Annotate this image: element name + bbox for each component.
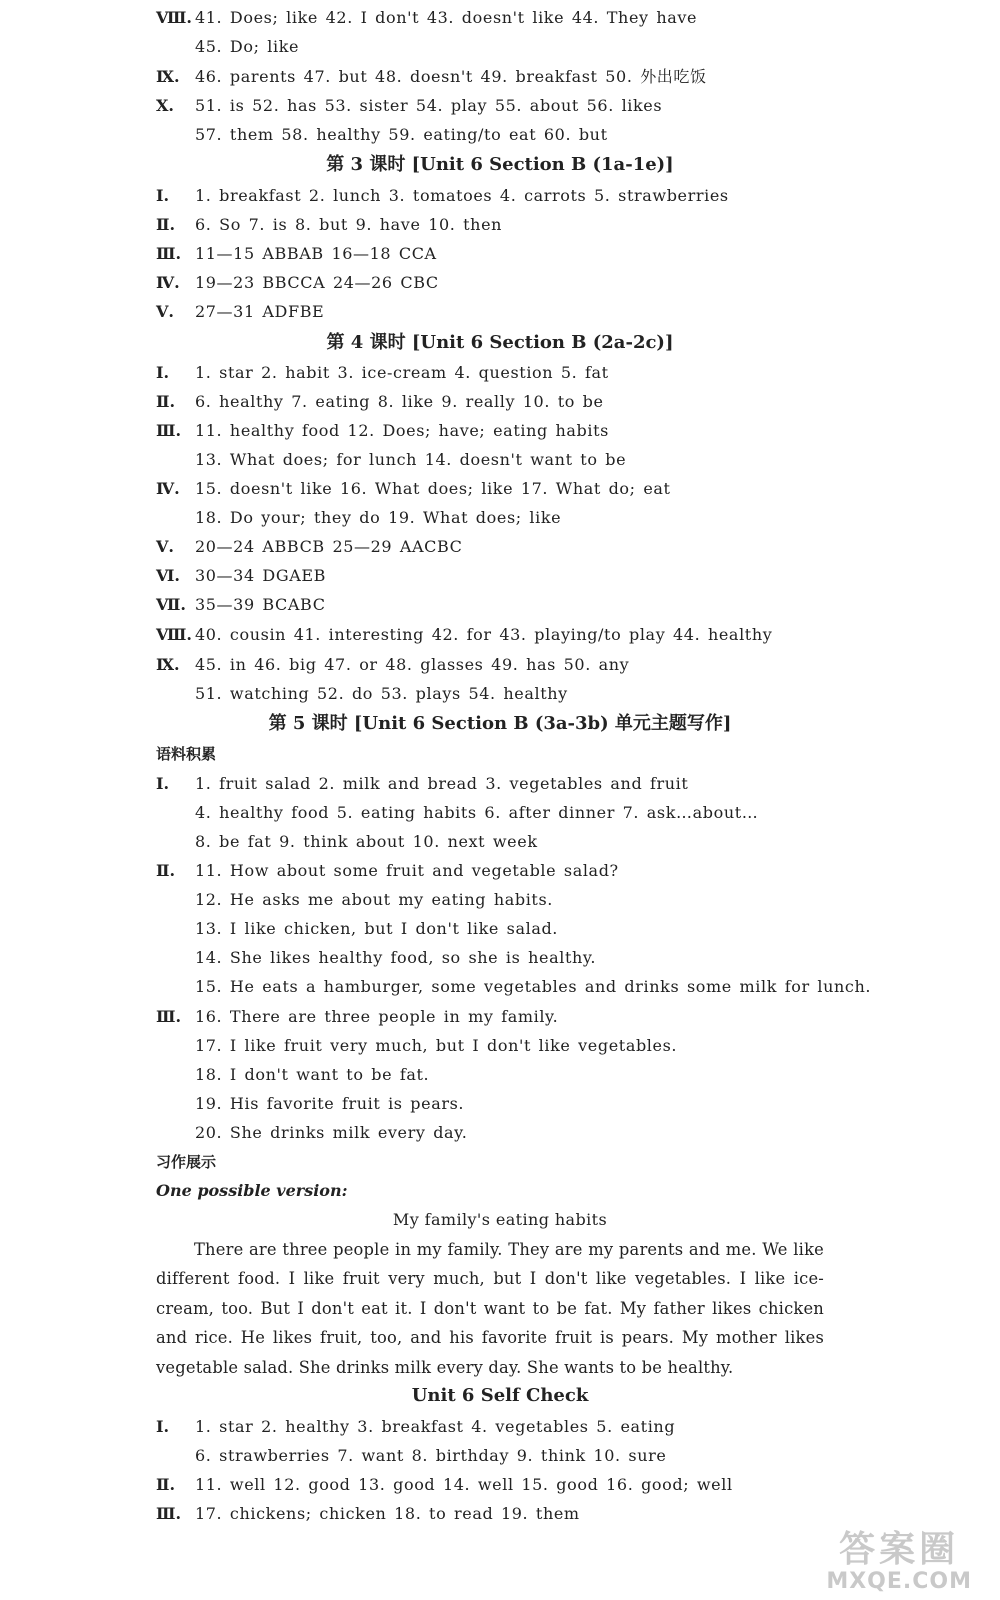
- section-numeral: Ⅰ.: [156, 186, 170, 205]
- section-numeral: Ⅴ.: [156, 537, 174, 556]
- answer-line: [0, 3, 1000, 33]
- answer-line: [0, 972, 1000, 1002]
- answer-text: 11. How about some fruit and vegetable salad?: [195, 861, 619, 880]
- answer-line: [0, 268, 1000, 298]
- answer-text: 1. breakfast 2. lunch 3. tomatoes 4. carrots 5. strawberries: [195, 186, 729, 205]
- answer-line: [0, 1002, 1000, 1032]
- writing-subheading: 习作展示: [156, 1153, 217, 1171]
- answer-line: [0, 358, 1000, 388]
- answer-text: 19—23 BBCCA 24—26 CBC: [195, 273, 439, 292]
- answer-line: [0, 62, 1000, 92]
- answer-text: 15. He eats a hamburger, some vegetables and drinks some milk for lunch.: [195, 977, 872, 996]
- lesson-4-heading: 第 4 课时 [Unit 6 Section B (2a-2c)]: [326, 332, 674, 353]
- answer-text: 18. Do your; they do 19. What does; like: [195, 508, 562, 527]
- answer-text: 11—15 ABBAB 16—18 CCA: [195, 244, 437, 263]
- answer-line: [0, 445, 1000, 475]
- answer-line: [0, 503, 1000, 533]
- answer-line: [0, 856, 1000, 886]
- answer-text: 6. strawberries 7. want 8. birthday 9. think 10. sure: [195, 1446, 667, 1465]
- answer-text: 11. well 12. good 13. good 14. well 15. good 16. good; well: [195, 1475, 733, 1494]
- answer-text: 30—34 DGAEB: [195, 566, 327, 585]
- section-numeral: Ⅱ.: [156, 861, 176, 880]
- answer-line: [0, 1499, 1000, 1529]
- lesson-3-heading: 第 3 课时 [Unit 6 Section B (1a-1e)]: [326, 154, 674, 175]
- section-numeral: Ⅳ.: [156, 273, 180, 292]
- section-numeral: Ⅱ.: [156, 392, 176, 411]
- section-numeral: Ⅰ.: [156, 363, 170, 382]
- answer-text: 1. star 2. habit 3. ice-cream 4. question 5. fat: [195, 363, 609, 382]
- lesson-5-heading: 第 5 课时 [Unit 6 Section B (3a-3b) 单元主题写作]: [268, 713, 732, 734]
- answer-text: 12. He asks me about my eating habits.: [195, 890, 553, 909]
- essay-title: My family's eating habits: [392, 1210, 608, 1229]
- answer-line: [0, 210, 1000, 240]
- answer-line: [0, 1441, 1000, 1471]
- answer-text: 27—31 ADFBE: [195, 302, 325, 321]
- answer-line: [0, 650, 1000, 680]
- answer-line: [0, 1060, 1000, 1090]
- answer-text: 46. parents 47. but 48. doesn't 49. breakfast 50. 外出吃饭: [195, 67, 707, 86]
- answer-line: [0, 474, 1000, 504]
- answer-text: 17. I like fruit very much, but I don't like vegetables.: [195, 1036, 678, 1055]
- answer-text: 18. I don't want to be fat.: [195, 1065, 430, 1084]
- answer-line: [0, 590, 1000, 620]
- section-numeral: Ⅸ.: [156, 67, 180, 86]
- answer-line: [0, 769, 1000, 799]
- answer-text: 20. She drinks milk every day.: [195, 1123, 468, 1142]
- answer-text: 20—24 ABBCB 25—29 AACBC: [195, 537, 463, 556]
- answer-line: [0, 32, 1000, 62]
- section-numeral: Ⅷ.: [156, 8, 192, 27]
- site-watermark: [826, 1530, 972, 1594]
- answer-text: 14. She likes healthy food, so she is healthy.: [195, 948, 597, 967]
- answer-text: 35—39 BCABC: [195, 595, 326, 614]
- section-numeral: Ⅹ.: [156, 96, 174, 115]
- answer-text: 40. cousin 41. interesting 42. for 43. playing/to play 44. healthy: [195, 625, 773, 644]
- answer-text: 45. in 46. big 47. or 48. glasses 49. has 50. any: [195, 655, 630, 674]
- answer-text: 4. healthy food 5. eating habits 6. after dinner 7. ask…about…: [195, 803, 759, 822]
- answer-text: 6. healthy 7. eating 8. like 9. really 10. to be: [195, 392, 604, 411]
- vocab-subheading: 语料积累: [156, 745, 217, 763]
- answer-text: 41. Does; like 42. I don't 43. doesn't like 44. They have: [195, 8, 698, 27]
- section-numeral: Ⅱ.: [156, 1475, 176, 1494]
- watermark-logo-text: 答案圈: [839, 1529, 960, 1570]
- section-numeral: Ⅶ.: [156, 595, 186, 614]
- watermark-url: MXQE.COM: [826, 1569, 972, 1594]
- answer-text: 11. healthy food 12. Does; have; eating habits: [195, 421, 609, 440]
- section-numeral: Ⅲ.: [156, 244, 182, 263]
- answer-line: [0, 91, 1000, 121]
- section-numeral: Ⅲ.: [156, 1504, 182, 1523]
- section-numeral: Ⅱ.: [156, 215, 176, 234]
- answer-text: 8. be fat 9. think about 10. next week: [195, 832, 538, 851]
- answer-text: 15. doesn't like 16. What does; like 17. What do; eat: [195, 479, 671, 498]
- answer-line: [0, 1470, 1000, 1500]
- answer-line: [0, 387, 1000, 417]
- section-numeral: Ⅵ.: [156, 566, 180, 585]
- answer-line: [0, 798, 1000, 828]
- section-numeral: Ⅳ.: [156, 479, 180, 498]
- answer-line: [0, 1031, 1000, 1061]
- section-numeral: Ⅷ.: [156, 625, 192, 644]
- answer-line: [0, 561, 1000, 591]
- answer-line: [0, 620, 1000, 650]
- essay-body: There are three people in my family. They are my parents and me. We like different food. I like fruit very much, but I don't like vegetables. I like ice-cream, too. But I don't eat it. I don't want to be fat. My father likes chicken and rice. He likes fruit, too, and his favorite fruit is pears. My mother likes vegetable salad. She drinks milk every day. She wants to be healthy.: [156, 1240, 824, 1377]
- section-numeral: Ⅲ.: [156, 1007, 182, 1026]
- answer-line: [0, 239, 1000, 269]
- answer-line: [0, 120, 1000, 150]
- answer-text: 51. watching 52. do 53. plays 54. healthy: [195, 684, 568, 703]
- answer-text: 57. them 58. healthy 59. eating/to eat 60. but: [195, 125, 608, 144]
- answer-line: [0, 532, 1000, 562]
- answer-line: [0, 1118, 1000, 1148]
- answer-line: [0, 827, 1000, 857]
- section-numeral: Ⅰ.: [156, 1417, 170, 1436]
- answer-line: [0, 914, 1000, 944]
- answer-text: 13. I like chicken, but I don't like salad.: [195, 919, 558, 938]
- section-numeral: Ⅰ.: [156, 774, 170, 793]
- section-numeral: Ⅲ.: [156, 421, 182, 440]
- answer-text: 6. So 7. is 8. but 9. have 10. then: [195, 215, 503, 234]
- answer-text: 19. His favorite fruit is pears.: [195, 1094, 465, 1113]
- answer-line: [0, 181, 1000, 211]
- answer-text: 1. fruit salad 2. milk and bread 3. vegetables and fruit: [195, 774, 689, 793]
- answer-text: 1. star 2. healthy 3. breakfast 4. vegetables 5. eating: [195, 1417, 676, 1436]
- answer-text: 13. What does; for lunch 14. doesn't want to be: [195, 450, 627, 469]
- answer-line: [0, 297, 1000, 327]
- answer-line: [0, 679, 1000, 709]
- section-numeral: Ⅴ.: [156, 302, 174, 321]
- answer-text: 45. Do; like: [195, 37, 300, 56]
- answer-line: [0, 416, 1000, 446]
- possible-version-label: One possible version:: [156, 1181, 348, 1200]
- answer-line: [0, 885, 1000, 915]
- self-check-heading: Unit 6 Self Check: [411, 1385, 589, 1406]
- answer-line: [0, 1412, 1000, 1442]
- answer-text: 17. chickens; chicken 18. to read 19. them: [195, 1504, 580, 1523]
- answer-text: 16. There are three people in my family.: [195, 1007, 559, 1026]
- answer-line: [0, 943, 1000, 973]
- answer-line: [0, 1089, 1000, 1119]
- answer-text: 51. is 52. has 53. sister 54. play 55. about 56. likes: [195, 96, 663, 115]
- section-numeral: Ⅸ.: [156, 655, 180, 674]
